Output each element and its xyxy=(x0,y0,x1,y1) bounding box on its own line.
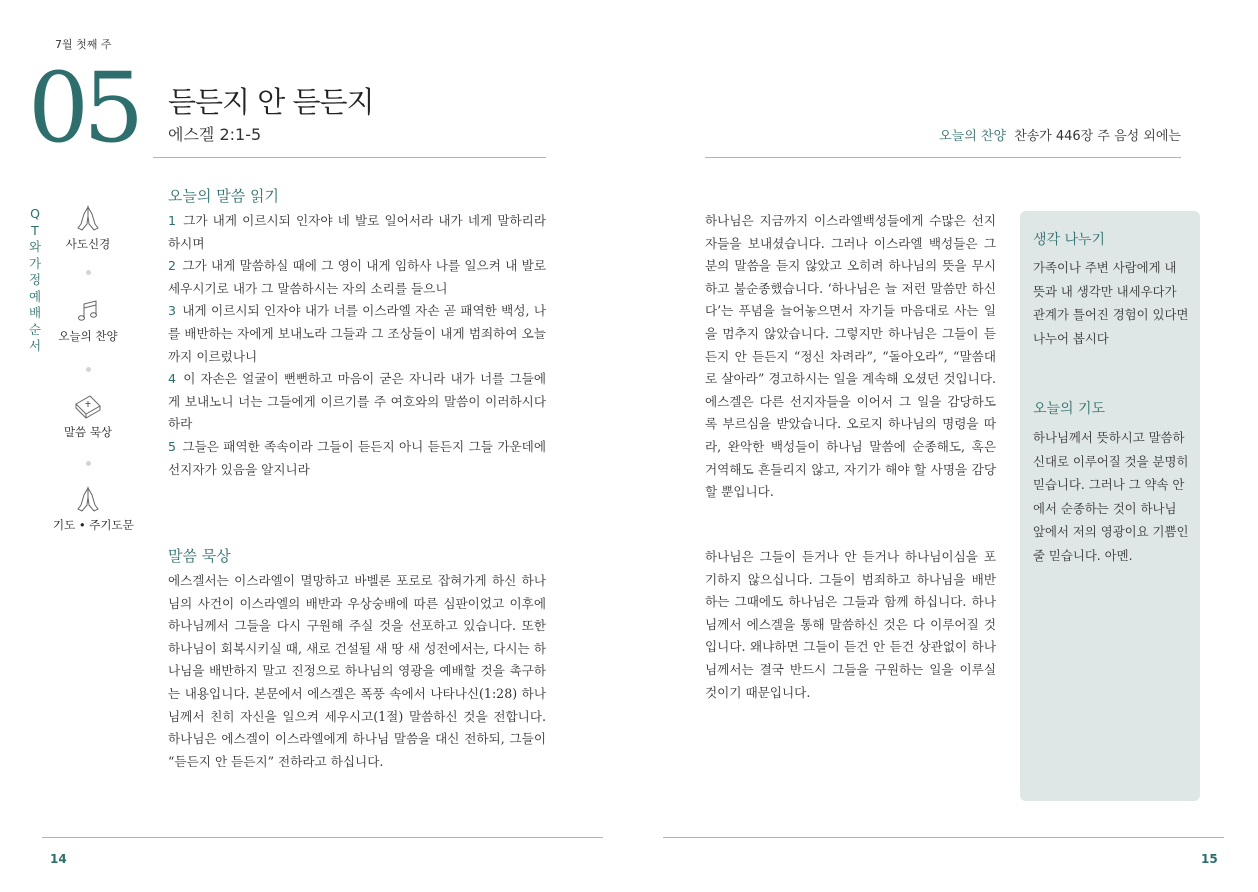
verse-text: 그들은 패역한 족속이라 그들이 듣든지 아니 듣든지 그들 가운데에 선지자가 있음을 알지니라 xyxy=(168,438,546,477)
order-item-label: 사도신경 xyxy=(65,237,111,251)
sharing-text: 가족이나 주변 사람에게 내 뜻과 내 생각만 내세우다가 관계가 틀어진 경험이 있다면 나누어 봅시다 xyxy=(1033,260,1189,346)
verse-number: 4 xyxy=(168,371,177,387)
verse-number: 1 xyxy=(168,213,177,228)
meditation-text: 에스겔서는 이스라엘이 멸망하고 바벨론 포로로 잡혀가게 하신 하나님의 사건이 이스라엘의 배반과 우상숭배에 따른 심판이었고 이후에 하나님께서 그들을 다시 구원해 주실 것을 선포하고 있습니다. 또한 하나님이 회복시키실 때, 새로 건설될 새 땅 새 성전에서는, 다시는 하나님을 배반하지 말고 진정으로 하나님의 영광을 예배할 것을 촉구하는 내용입니다. 본문에서 에스겔은 폭풍 속에서 나타나신(1:28) 하나님께서 친히 자신을 일으켜 세우시고(1절) 말씀하신 것을 전합니다. 하나님은 에스겔이 이스라엘에게 하나님 말씀을 대신 전하되, 그들이 “듣든지 안 듣든지” 전하라고 하십니다. xyxy=(168,573,546,769)
order-item-meditation xyxy=(53,390,123,440)
reflection-panel xyxy=(1020,211,1200,801)
verse-number: 5 xyxy=(168,438,177,454)
side-label: QT와 가정예배 순서 xyxy=(28,206,42,353)
music-note-icon xyxy=(73,296,103,326)
order-item-praise xyxy=(53,296,123,344)
week-label: 7월 첫째 주 xyxy=(55,38,112,51)
page-title: 듣든지 안 듣든지 xyxy=(168,85,374,119)
order-item-prayer xyxy=(53,485,134,533)
order-separator-dot xyxy=(86,461,91,466)
day-number: 05 xyxy=(28,52,139,164)
sharing-heading: 생각 나누기 xyxy=(1033,232,1106,248)
scripture-reference: 에스겔 2:1-5 xyxy=(168,125,262,144)
verse-text: 그가 내게 이르시되 인자야 네 발로 일어서라 내가 네게 말하리라 하시며 xyxy=(168,213,546,251)
order-item-label: 기도 • 주기도문 xyxy=(53,518,134,532)
page-number-right: 15 xyxy=(1201,852,1218,866)
verse xyxy=(168,303,546,363)
bible-icon xyxy=(72,390,104,422)
title-divider xyxy=(153,157,546,158)
praying-hands-icon xyxy=(73,485,103,515)
right-paragraph-1: 하나님은 지금까지 이스라엘백성들에게 수많은 선지자들을 보내셨습니다. 그러나 이스라엘 백성들은 그분의 말씀을 듣지 않았고 오히려 하나님의 뜻을 무시하고 불순종했습니다. ‘하나님은 늘 저런 말씀만 하신다’는 푸념을 늘어놓으면서 자기들 마음대로 사는 일을 멈추지 않았습니다. 그렇지만 하나님은 그들이 듣든지 안 듣든지 “정신 차려라”, “돌아오라”, “말씀대로 살아라” 경고하시는 일을 계속해 오셨던 것입니다. 에스겔은 다른 선지자들을 이어서 그 일을 감당하도록 부르심을 받았습니다. 오로지 하나님의 명령을 따라, 완악한 백성들이 하나님 말씀에 순종해도, 혹은 거역해도 흔들리지 않고, 자기가 해야 할 사명을 감당할 뿐입니다. xyxy=(705,213,996,500)
verse-text: 내게 이르시되 인자야 내가 너를 이스라엘 자손 곧 패역한 백성, 나를 배반하는 자에게 보내노라 그들과 그 조상들이 내게 범죄하여 오늘까지 이르렀나니 xyxy=(168,303,546,364)
praise-value: 찬송가 446장 주 음성 외에는 xyxy=(1014,129,1181,144)
footer-divider-left xyxy=(42,837,603,838)
verse-text: 이 자손은 얼굴이 뻔뻔하고 마음이 굳은 자니라 내가 너를 그들에게 보내노니 너는 그들에게 이르기를 주 여호와의 말씀이 이러하시다 하라 xyxy=(168,371,546,432)
meditation-heading: 말씀 묵상 xyxy=(168,547,231,565)
verse-number: 3 xyxy=(168,303,177,319)
order-item-label: 오늘의 찬양 xyxy=(58,329,118,343)
todays-praise xyxy=(939,125,1181,144)
verse-text: 그가 내게 말씀하실 때에 그 영이 내게 임하사 나를 일으켜 내 발로 세우시기로 내가 그 말씀하시는 자의 소리를 들으니 xyxy=(168,258,546,296)
reading-verses xyxy=(168,210,546,481)
verse xyxy=(168,213,546,251)
footer-divider-right xyxy=(663,837,1224,838)
order-separator-dot xyxy=(86,367,91,372)
praying-hands-icon xyxy=(73,204,103,234)
order-separator-dot xyxy=(86,270,91,275)
prayer-heading: 오늘의 기도 xyxy=(1033,401,1106,417)
page-number-left: 14 xyxy=(50,852,67,866)
order-item-creed xyxy=(53,204,123,252)
reading-heading: 오늘의 말씀 읽기 xyxy=(168,187,279,205)
order-item-label: 말씀 묵상 xyxy=(63,425,113,439)
prayer-text: 하나님께서 뜻하시고 말씀하신대로 이루어질 것을 분명히 믿습니다. 그러나 그 약속 안에서 순종하는 것이 하나님 앞에서 저의 영광이요 기쁨인 줄 믿습니다. 아멘. xyxy=(1033,430,1189,563)
verse xyxy=(168,439,546,477)
verse xyxy=(168,258,546,296)
verse xyxy=(168,371,546,431)
praise-divider xyxy=(705,157,1181,158)
right-paragraph-2: 하나님은 그들이 듣거나 안 듣거나 하나님이심을 포기하지 않으십니다. 그들이 범죄하고 하나님을 배반하는 그때에도 하나님은 그들과 함께 하십니다. 하나님께서 에스겔을 통해 말씀하신 것은 다 이루어질 것입니다. 왜냐하면 그들이 듣건 안 듣건 상관없이 하나님께서는 결국 반드시 그들을 구원하는 일을 이루실 것이기 때문입니다. xyxy=(705,549,996,700)
verse-number: 2 xyxy=(168,258,177,274)
praise-label: 오늘의 찬양 xyxy=(939,129,1007,144)
